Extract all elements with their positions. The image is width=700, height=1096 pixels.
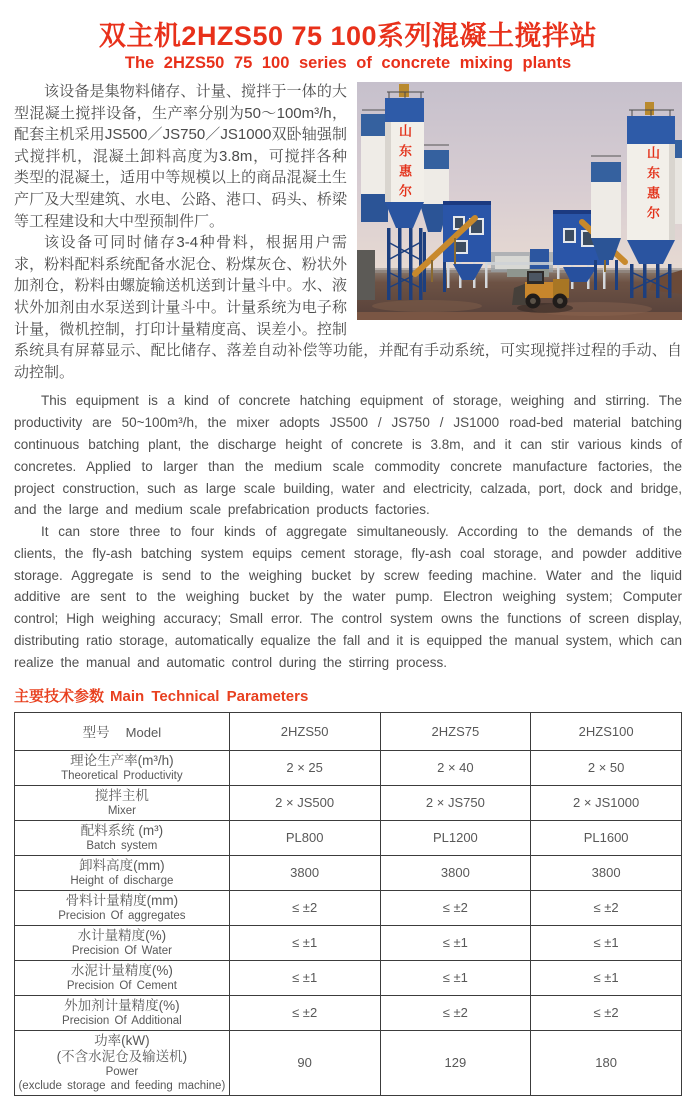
- param-value: 2 × JS1000: [531, 785, 682, 820]
- table-row: [15, 1030, 682, 1095]
- param-label-cn2: (不含水泥仓及输送机): [56, 1048, 188, 1064]
- table-row: [15, 785, 682, 820]
- params-table: [14, 712, 682, 1096]
- params-heading-en: Main Technical Parameters: [110, 687, 309, 705]
- param-value: 3800: [531, 855, 682, 890]
- param-label-en: Batch system: [86, 839, 158, 852]
- intro-paragraph-cn-2: 该设备可同时储存3-4种骨料，根据用户需求，粉料配料系统配备水泥仓、粉煤灰仓、粉状外加剂仓，粉料由螺旋输送机送到计量斗中。水、液状外加剂由水泵送到计量斗中。计量系统为电子称计量，微机控制，打印计量精度高、误差小。控制系统具有屏幕显示、配比储存、落差自动补偿等功能，并配有手动系统，可实现搅拌过程的手动、自动控制。: [14, 234, 682, 381]
- silo-brand-text-left: 山东惠尔: [397, 124, 412, 204]
- param-label-cn: 骨料计量精度(mm): [65, 892, 179, 908]
- param-value: ≤ ±1: [380, 960, 531, 995]
- param-label-cell: [15, 995, 230, 1030]
- model-label-cn: 型号: [82, 724, 110, 740]
- param-value: 90: [229, 1030, 380, 1095]
- param-value: 2 × 25: [229, 750, 380, 785]
- param-label-cell: [15, 925, 230, 960]
- param-value: ≤ ±1: [531, 925, 682, 960]
- param-label-en: Precision Of Additional: [62, 1014, 182, 1027]
- param-value: 3800: [380, 855, 531, 890]
- param-value: ≤ ±2: [380, 995, 531, 1030]
- param-label-cell: [15, 890, 230, 925]
- param-value: ≤ ±2: [229, 995, 380, 1030]
- intro-paragraph-en-1: This equipment is a kind of concrete hatching equipment of storage, weighing and stirring. The productivity are 50~100m³/h, the mixer adopts JS500 / JS750 / JS1000 road-bed material batching continuous batching plant, the discharge height of concrete is 3.8m, and it can stir various kinds of concretes. Applied to larger than the medium scale commodity concrete manufacture factories, the project construction, such as large scale building, water and electricity, calzada, port, dock and bridge, and the large and medium scale prefabrication products factories.: [14, 393, 682, 518]
- param-value: ≤ ±2: [531, 890, 682, 925]
- model-label-en: Model: [125, 724, 162, 740]
- intro-paragraph-en-2: It can store three to four kinds of aggregate simultaneously. According to the demands of the clients, the fly-ash batching system equips cement storage, fly-ash coal storage, and powder additive storage. Aggregate is send to the weighing bucket by screw feeding machine. Water and the liquid additive are sent to the weighing bucket by the water pump. Electron weighing system; Computer control; High weighing accuracy; Small error. The control system owns the functions of screen display, distributing ratio storage, automatically equalize the fall and it is equipped the manual system, which can realize the manual and automatic control during the stirring process.: [14, 524, 682, 670]
- param-value: 180: [531, 1030, 682, 1095]
- params-heading-cn: 主要技术参数: [14, 687, 105, 705]
- param-label-cn: 外加剂计量精度(%): [64, 997, 180, 1013]
- param-value: ≤ ±1: [531, 960, 682, 995]
- param-value: ≤ ±1: [229, 960, 380, 995]
- param-value: PL1600: [531, 820, 682, 855]
- table-row: [15, 855, 682, 890]
- param-value: 129: [380, 1030, 531, 1095]
- param-label-cell: [15, 785, 230, 820]
- param-label-cn: 搅拌主机: [94, 787, 149, 803]
- table-row: [15, 995, 682, 1030]
- table-row: [15, 890, 682, 925]
- param-value: 2 × 50: [531, 750, 682, 785]
- param-label-en: Precision Of aggregates: [58, 909, 186, 922]
- param-value: PL1200: [380, 820, 531, 855]
- param-label-en: Height of discharge: [70, 874, 174, 887]
- param-label-en: Precision Of Cement: [66, 979, 177, 992]
- param-value: 2 × 40: [380, 750, 531, 785]
- param-label-cell: [15, 820, 230, 855]
- table-row: [15, 750, 682, 785]
- param-label-cell: [15, 1030, 230, 1095]
- table-header-row: [15, 712, 682, 750]
- param-value: ≤ ±2: [531, 995, 682, 1030]
- param-value: 3800: [229, 855, 380, 890]
- param-label-en: Theoretical Productivity: [61, 769, 183, 782]
- param-label-cell: [15, 960, 230, 995]
- param-label-cn: 功率(kW): [94, 1032, 150, 1048]
- param-label-en: Precision Of Water: [71, 944, 172, 957]
- param-label-cn: 卸料高度(mm): [79, 857, 165, 873]
- params-heading: [14, 685, 682, 706]
- table-row: [15, 960, 682, 995]
- model-name: 2HZS50: [229, 712, 380, 750]
- param-value: ≤ ±2: [229, 890, 380, 925]
- page-title: 双主机2HZS50 75 100系列混凝土搅拌站: [98, 21, 598, 51]
- param-value: 2 × JS750: [380, 785, 531, 820]
- param-label-en: Mixer: [107, 804, 136, 817]
- table-row: [15, 925, 682, 960]
- param-label-en2: (exclude storage and feeding machine): [18, 1079, 226, 1092]
- model-name: 2HZS75: [380, 712, 531, 750]
- param-label-cn: 水计量精度(%): [77, 927, 167, 943]
- param-value: ≤ ±1: [229, 925, 380, 960]
- plant-photo: [357, 82, 682, 320]
- param-label-cell: [15, 750, 230, 785]
- param-label-cn: 配料系统 (m³): [80, 822, 164, 838]
- page-subtitle: The 2HZS50 75 100 series of concrete mixing plants: [124, 54, 572, 72]
- table-row: [15, 820, 682, 855]
- model-name: 2HZS100: [531, 712, 682, 750]
- param-value: ≤ ±1: [380, 925, 531, 960]
- param-value: ≤ ±2: [380, 890, 531, 925]
- param-label-en: Power: [105, 1065, 139, 1078]
- param-value: PL800: [229, 820, 380, 855]
- silo-brand-text-right: 山东惠尔: [645, 146, 660, 226]
- intro-section: [14, 81, 682, 674]
- param-label-cn: 理论生产率(m³/h): [70, 752, 174, 768]
- param-label-cell: [15, 855, 230, 890]
- model-label-cell: [15, 712, 230, 750]
- intro-paragraph-cn-1: 该设备是集物料储存、计量、搅拌于一体的大型混凝土搅拌设备，生产率分别为50～100m³/h，配套主机采用JS500／JS750／JS1000双卧轴强制式搅拌机，混凝土卸料高度为3.8m，可搅拌各种类型的混凝土，适用中等规模以上的商品混凝土生产厂及大型建筑、水电、公路、港口、码头、桥梁等工程建设和大中型预制件厂。: [14, 83, 347, 230]
- param-label-cn: 水泥计量精度(%): [70, 962, 173, 978]
- param-value: 2 × JS500: [229, 785, 380, 820]
